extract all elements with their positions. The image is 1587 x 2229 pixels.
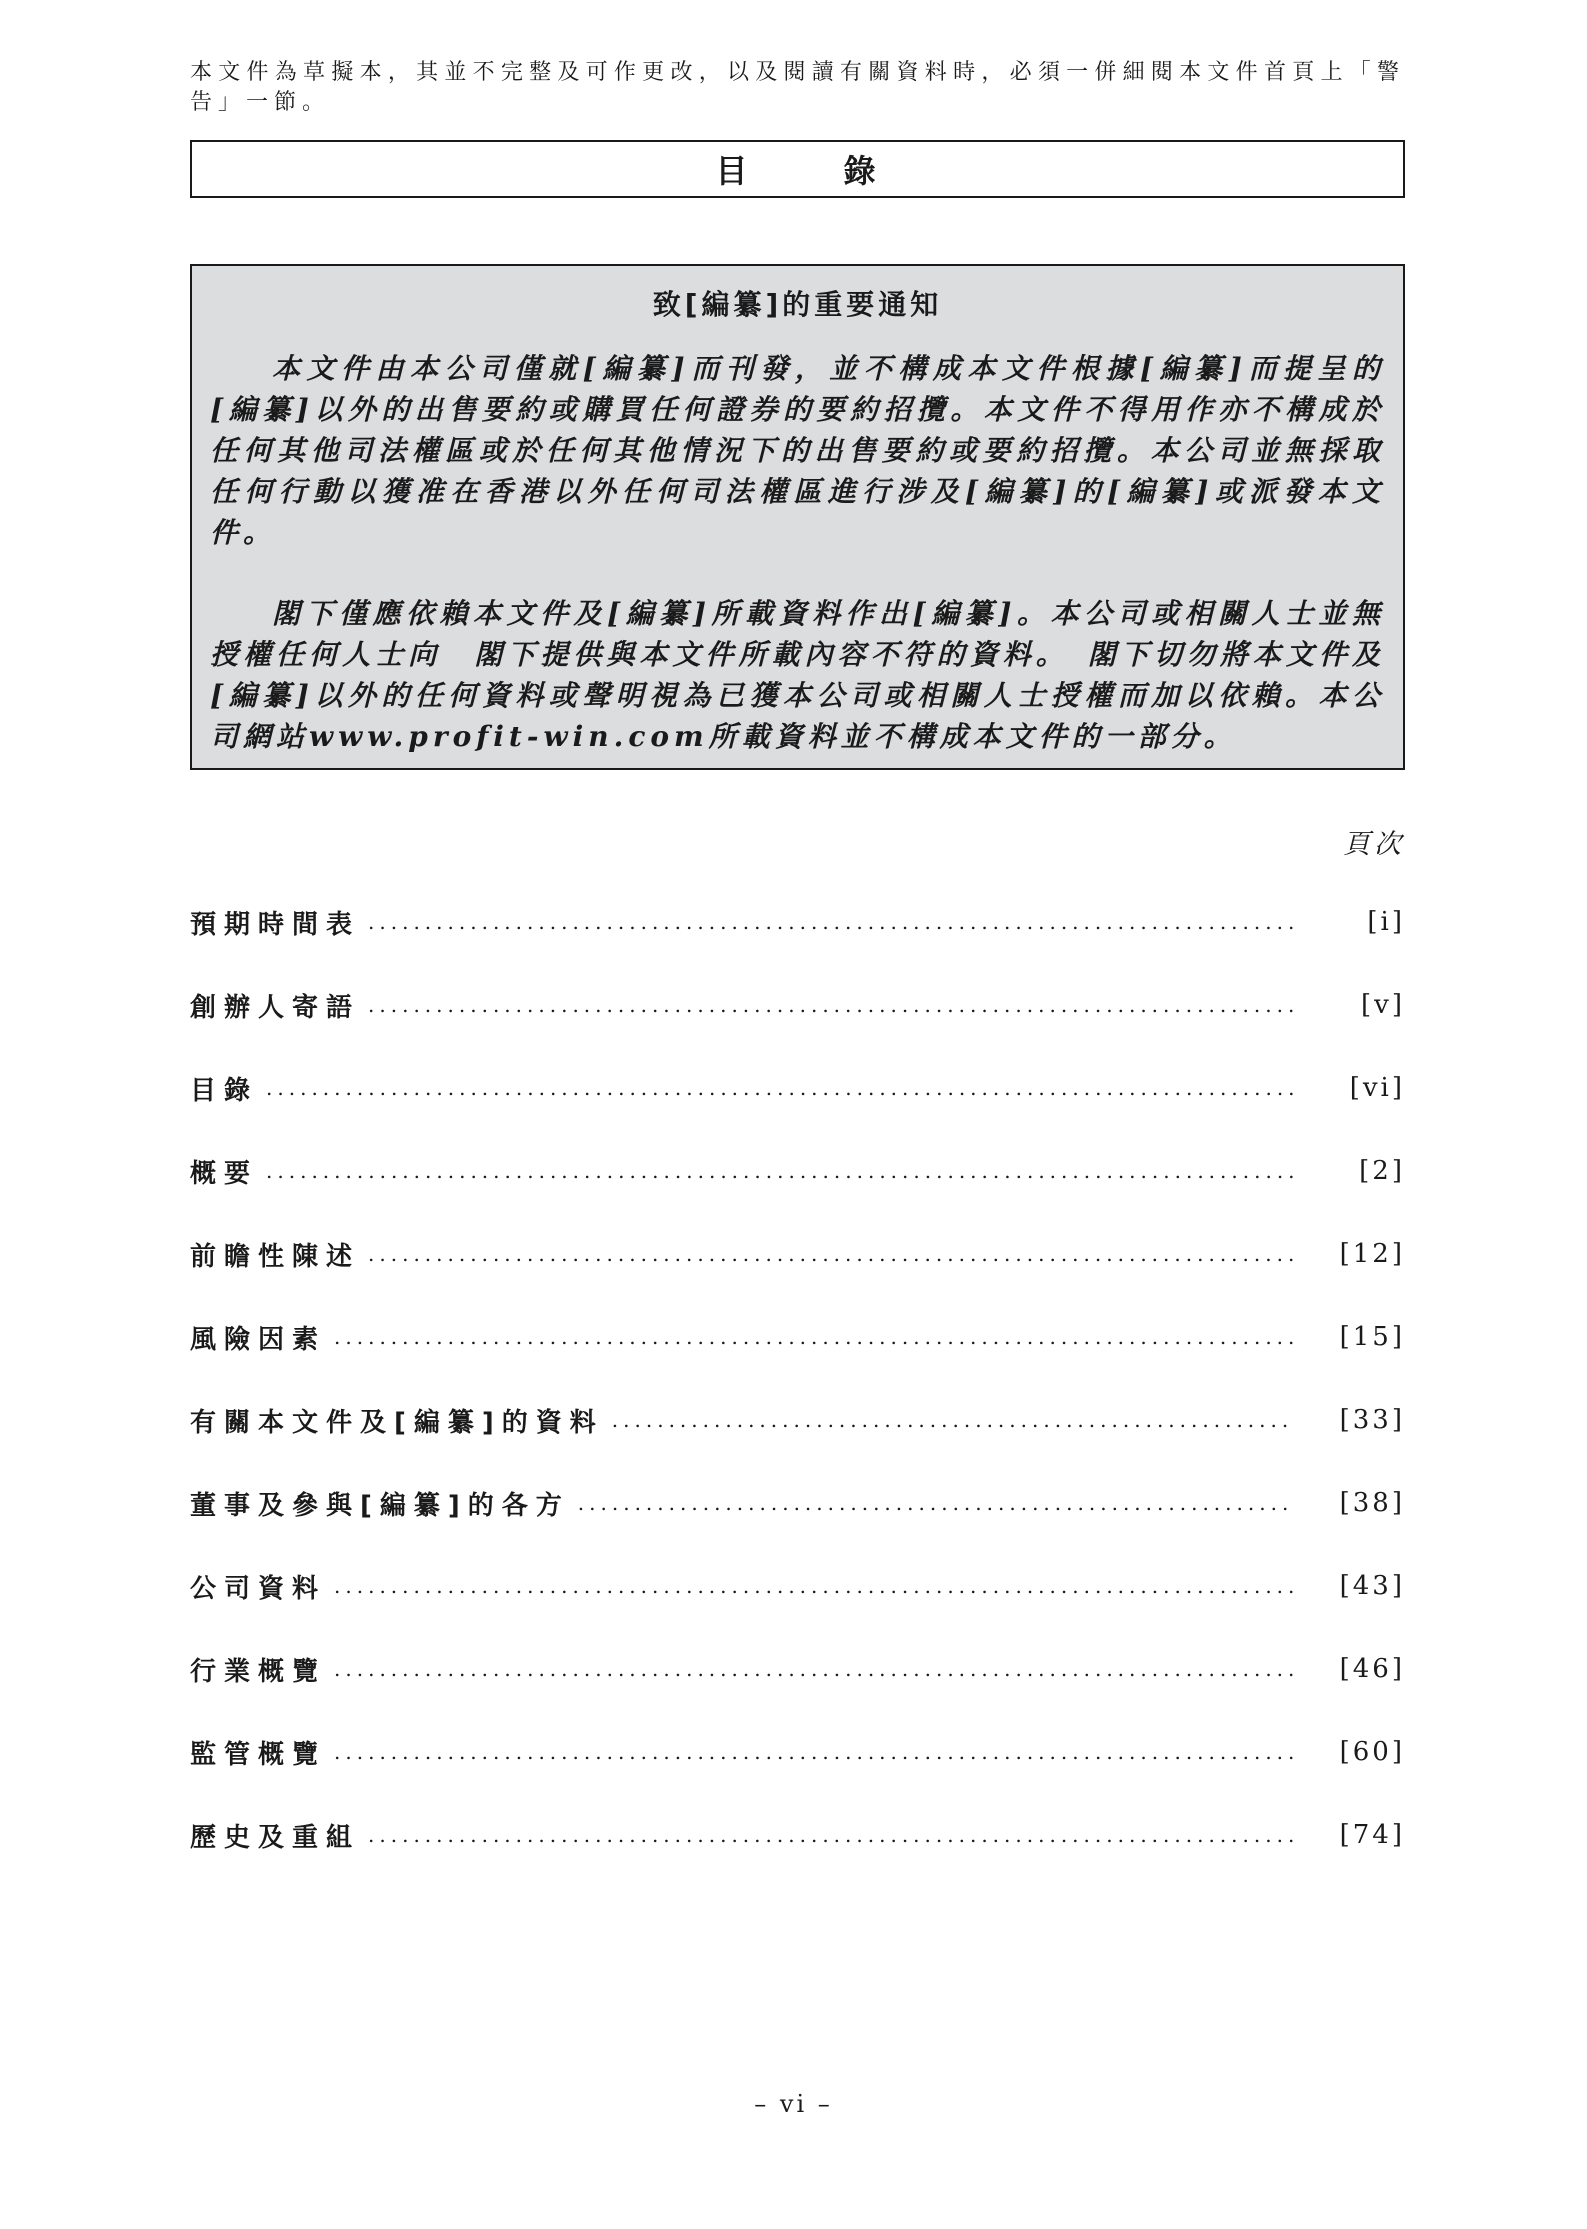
toc-entry-title: 有關本文件及[編纂]的資料 bbox=[190, 1407, 604, 1438]
toc-leader-dots bbox=[578, 1491, 1295, 1515]
toc-entry-title: 公司資料 bbox=[190, 1573, 327, 1604]
toc-leader-dots bbox=[334, 1740, 1295, 1764]
important-notice-box bbox=[190, 264, 1405, 770]
toc-entry-page: [74] bbox=[1339, 1820, 1405, 1850]
toc-entry[interactable] bbox=[190, 1317, 1405, 1357]
toc-entry-title: 概要 bbox=[190, 1158, 259, 1189]
toc-leader-dots bbox=[368, 993, 1295, 1017]
toc-entry-page: [38] bbox=[1339, 1488, 1405, 1518]
toc-entry[interactable] bbox=[190, 1151, 1405, 1191]
toc-entry[interactable] bbox=[190, 1649, 1405, 1689]
toc-entry-title: 預期時間表 bbox=[190, 909, 361, 940]
page-title-part-1: 目 bbox=[715, 152, 752, 190]
notice-paragraph-1: 本文件由本公司僅就[編纂]而刊發，並不構成本文件根據[編纂]而提呈的[編纂]以外的出售要約或購買任何證券的要約招攬。本文件不得用作亦不構成於任何其他司法權區或於任何其他情況下的出售要約或要約招攬。本公司並無採取任何行動以獲准在香港以外任何司法權區進行涉及[編纂]的[編纂]或派發本文件。 bbox=[210, 352, 1385, 549]
toc-entry-page: [vi] bbox=[1349, 1073, 1405, 1103]
toc-entry-page: [33] bbox=[1339, 1405, 1405, 1435]
toc-leader-dots bbox=[266, 1076, 1295, 1100]
page-title-part-2: 錄 bbox=[843, 152, 880, 190]
toc-entry[interactable] bbox=[190, 902, 1405, 942]
toc-entry[interactable] bbox=[190, 1732, 1405, 1772]
toc-entry-page: [46] bbox=[1339, 1654, 1405, 1684]
toc-leader-dots bbox=[612, 1408, 1295, 1432]
toc-entry[interactable] bbox=[190, 1400, 1405, 1440]
toc-entry-page: [12] bbox=[1339, 1239, 1405, 1269]
toc-entry-title: 行業概覽 bbox=[190, 1656, 327, 1687]
toc-leader-dots bbox=[334, 1574, 1295, 1598]
toc-entry-page: [2] bbox=[1359, 1156, 1405, 1186]
toc-entry-title: 目錄 bbox=[190, 1075, 259, 1106]
draft-disclaimer: 本文件為草擬本，其並不完整及可作更改，以及閱讀有關資料時，必須一併細閱本文件首頁上「警告」一節。 bbox=[190, 60, 1405, 115]
toc-entry[interactable] bbox=[190, 1068, 1405, 1108]
toc-leader-dots bbox=[334, 1325, 1295, 1349]
toc-entry-title: 風險因素 bbox=[190, 1324, 327, 1355]
toc-entry-page: [v] bbox=[1361, 990, 1405, 1020]
toc-entry[interactable] bbox=[190, 1234, 1405, 1274]
toc-leader-dots bbox=[266, 1159, 1295, 1183]
toc-entry-page: [i] bbox=[1367, 907, 1405, 937]
toc-entry-title: 董事及參與[編纂]的各方 bbox=[190, 1490, 570, 1521]
toc-entry-page: [60] bbox=[1339, 1737, 1405, 1767]
page-title bbox=[190, 140, 1405, 198]
toc-entry-page: [43] bbox=[1339, 1571, 1405, 1601]
notice-heading: 致[編纂]的重要通知 bbox=[652, 288, 943, 321]
toc-entry[interactable] bbox=[190, 985, 1405, 1025]
toc-entry-title: 創辦人寄語 bbox=[190, 992, 361, 1023]
notice-paragraph-2: 閣下僅應依賴本文件及[編纂]所載資料作出[編纂]。本公司或相關人士並無授權任何人士向 閣下提供與本文件所載內容不符的資料。 閣下切勿將本文件及[編纂]以外的任何資料或聲明視為已獲本公司或相關人士授權而加以依賴。本公司網站www.profit-win.com所載資料並不構成本文件的一部分。 bbox=[210, 597, 1385, 753]
toc-entry[interactable] bbox=[190, 1483, 1405, 1523]
toc-leader-dots bbox=[368, 1242, 1295, 1266]
toc-entry-title: 監管概覽 bbox=[190, 1739, 327, 1770]
footer-page-number: – vi – bbox=[754, 2090, 833, 2118]
page-column-header: 頁次 bbox=[1343, 829, 1405, 860]
toc-entry-page: [15] bbox=[1339, 1322, 1405, 1352]
toc-entry-title: 歷史及重組 bbox=[190, 1822, 361, 1853]
toc-leader-dots bbox=[368, 1823, 1295, 1847]
toc-leader-dots bbox=[368, 910, 1295, 934]
toc-leader-dots bbox=[334, 1657, 1295, 1681]
toc-entry[interactable] bbox=[190, 1566, 1405, 1606]
toc-entry-title: 前瞻性陳述 bbox=[190, 1241, 361, 1272]
toc-entry[interactable] bbox=[190, 1815, 1405, 1855]
